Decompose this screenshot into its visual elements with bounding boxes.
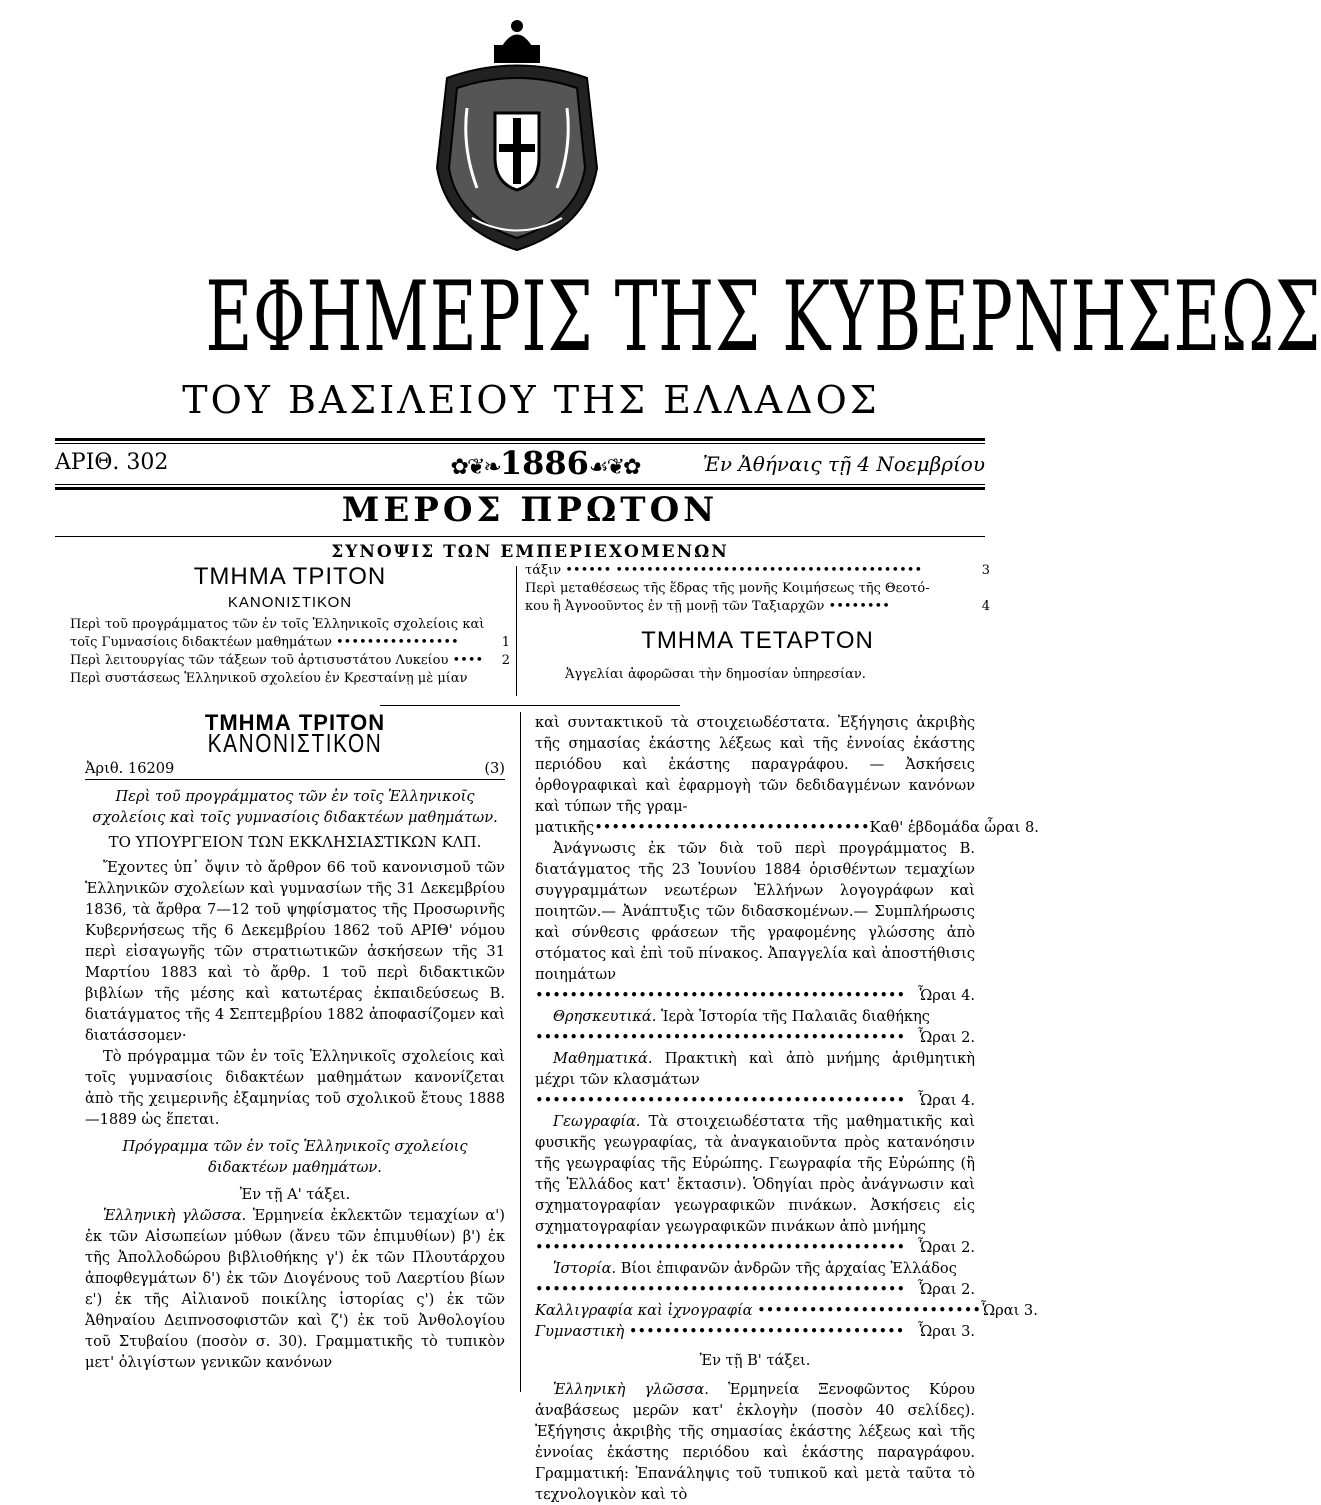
paragraph: καὶ συντακτικοῦ τὰ στοιχειωδέστατα. Ἐξήγησις ἀκριβὴς τῆς σημασίας ἑκάστης λέξεως καὶ τῆς ἐννοίας ἑκάστης περιόδου καὶ ἑκάστης παραγράφου. — Ἀσκήσεις ὀρθογραφικαὶ καὶ ἐφαρμογὴ τῶν δεδιδαγμένων κανόνων καὶ τύπων τῆς γραμ- (535, 714, 975, 815)
toc-section4-text: Ἀγγελίαι ἀφορῶσαι τὴν δημοσίαν ὑπηρεσίαν. (565, 667, 866, 682)
column-divider (520, 712, 521, 1392)
toc-entry: Περὶ συστάσεως Ἑλληνικοῦ σχολείου ἐν Κρεσταίνῃ μὲ μίαν (70, 671, 468, 686)
section-subheading: ΚΑΝΟΝΙΣΤΙΚΟΝ (207, 728, 383, 758)
toc-entry: Περὶ τοῦ προγράμματος τῶν ἐν τοῖς Ἑλληνικοῖς σχολείοις καὶ (70, 617, 485, 632)
toc-right (525, 562, 990, 684)
place-date: Ἐν Ἀθήναις τῇ 4 Νοεμβρίου (702, 452, 985, 476)
section-heading: ΤΜΗΜΑ ΤΡΙΤΟΝ (204, 710, 386, 735)
divider (380, 705, 680, 706)
paragraph: Γεωγραφία. Τὰ στοιχειωδέστατα τῆς μαθηματικῆς καὶ φυσικῆς γεωγραφίας, τὰ ἀναγκαιοῦντα πρὸς κατανόησιν τῆς γεωγραφίας τῆς Εὐρώπης. Γεωγραφία τῆς Εὐρώπης (ἢ τῆς Ἑλλάδος κατ' ἔκτασιν). Ὁδηγίαι πρὸς ἀνάγνωσιν καὶ σχηματογραφίαν γεωγραφικῶν πινάκων. Ἀσκήσεις εἰς σχηματογραφίαν γεωγραφικῶν πινάκων ἀπὸ μνήμης (535, 1113, 975, 1235)
toc-section4: ΤΜΗΜΑ ΤΕΤΑΡΤΟΝ (641, 627, 874, 654)
royal-coat-of-arms-icon (427, 18, 607, 254)
paragraph: Τὸ πρόγραμμα τῶν ἐν τοῖς Ἑλληνικοῖς σχολείοις καὶ τοῖς γυμνασίοις διδακτέων μαθημάτων κανονίζεται ἀπὸ τῆς χειμερινῆς ἑξαμηνίας τοῦ σχολικοῦ ἔτους 1888—1889 ὡς ἕπεται. (85, 1048, 505, 1128)
toc-entry: Περὶ μεταθέσεως τῆς ἕδρας τῆς μονῆς Κοιμήσεως τῆς Θεοτό- (525, 581, 930, 596)
toc-entry: τάξιν •••••• •••••••••••••••••••••••••••••••••••••••• 3 (525, 563, 990, 578)
paragraph: Ἑλληνικὴ γλῶσσα. Ἑρμηνεία ἐκλεκτῶν τεμαχίων α') ἐκ τῶν Αἰσωπείων μύθων (ἄνευ τῶν ἐπιμυθίων) β') ἐκ τῆς Ἀπολλοδώρου βιβλιοθήκης γ') ἐκ τῶν Πλουτάρχου ἀποφθεγμάτων δ') ἐκ τῶν Διογένους τοῦ Λαερτίου βίων ε') ἐκ τῆς Αἰλιανοῦ ποικίλης ἱστορίας ς') ἐκ τῶν Ἀθηναίου Δειπνοσοφιστῶν καὶ ζ') ἐκ τοῦ Ἀνθολογίου τοῦ Στυβαίου (ποσὸν σ. 30). Γραμματικῆς τὸ τυπικὸν μετ' ὀλιγίστων γενικῶν κανόνων (85, 1207, 505, 1371)
class-heading: Ἐν τῇ Α' τάξει. (239, 1186, 351, 1203)
toc-entry: Περὶ λειτουργίας τῶν τάξεων τοῦ ἀρτισυστάτου Λυκείου •••• 2 (70, 653, 510, 668)
toc-entry: τοῖς Γυμνασίοις διδακτέων μαθημάτων •••••••••••••••• 1 (70, 635, 510, 650)
divider (55, 438, 985, 441)
ornament-left-icon: ✿❦❧ (450, 455, 500, 480)
hours-line: Καλλιγραφία καὶ ἰχνογραφία •••••••••••••••••••••••••• Ὧραι 3. (535, 1302, 1038, 1319)
hours-line: ••••••••••••••••••••••••••••••••••••••••••• Ὧραι 4. (535, 987, 975, 1004)
hours-line: ••••••••••••••••••••••••••••••••••••••••••• Ὧραι 2. (535, 1029, 975, 1046)
year-text: 1886 (499, 444, 589, 482)
divider (55, 484, 985, 485)
decree-subject: Περὶ τοῦ προγράμματος τῶν ἐν τοῖς Ἑλληνικοῖς σχολείοις καὶ τοῖς γυμνασίοις διδακτέων μαθημάτων. (92, 788, 498, 826)
paragraph: Ἔχοντες ὑπ᾽ ὄψιν τὸ ἄρθρον 66 τοῦ κανονισμοῦ τῶν Ἑλληνικῶν σχολείων καὶ γυμνασίων τῆς 31 Δεκεμβρίου 1836, τὰ ἄρθρα 7—12 τοῦ ψηφίσματος τῆς Προσωρινῆς Κυβερνήσεως τῆς 6 Δεκεμβρίου 1862 τοῦ ΑΡΙΘ' νόμου περὶ εἰσαγωγῆς τῶν στρατιωτικῶν ἀσκήσεων τῆς 31 Μαρτίου 1883 καὶ τὸ ἄρθρ. 1 τοῦ περὶ διδακτικῶν βιβλίων τῆς μέσης καὶ κατωτέρας ἐκπαιδεύσεως Β. διατάγματος τῆς 4 Σεπτεμβρίου 1882 ἀποφασίζομεν καὶ διατάσσομεν· (85, 859, 505, 1044)
toc-section3-sub: ΚΑΝΟΝΙΣΤΙΚΟΝ (227, 594, 353, 611)
paragraph: Ἑλληνικὴ γλῶσσα. Ἑρμηνεία Ξενοφῶντος Κύρου ἀναβάσεως μερῶν κατ' ἐκλογὴν (ποσὸν 40 σελίδες). Ἐξήγησις ἀκριβὴς τῆς σημασίας ἑκάστης λέξεως καὶ τῆς ἐννοίας ἑκάστης περιόδου καὶ ἑκάστης παραγράφου. Γραμματική: Ἐπανάληψις τοῦ τυπικοῦ καὶ μετὰ ταῦτα τὸ τεχνολογικὸν καὶ τὸ (535, 1381, 976, 1503)
paragraph: Θρησκευτικά. Ἱερὰ Ἱστορία τῆς Παλαιᾶς διαθήκης (553, 1008, 930, 1025)
decree-ref: Ἀριθ. 16209 (3) (85, 758, 505, 780)
ministry: ΤΟ ΥΠΟΥΡΓΕΙΟΝ ΤΩΝ ΕΚΚΛΗΣΙΑΣΤΙΚΩΝ ΚΛΠ. (108, 833, 482, 851)
paragraph: Ἀνάγνωσις ἐκ τῶν διὰ τοῦ περὶ προγράμματος Β. διατάγματος τῆς 23 Ἰουνίου 1884 ὁρισθέντων τεμαχίων συγγραμμάτων νεωτέρων Ἑλλήνων λογογράφων καὶ ποιητῶν.— Ἀνάπτυξις τῶν διδασκομένων.— Συμπλήρωσις καὶ σύνθεσις φράσεων τῆς γραφομένης γλώσσης ἀπὸ στόματος καὶ ἐπὶ τοῦ πίνακος. Ἀπαγγελία καὶ ἀποστήθισις ποιημάτων (535, 840, 975, 983)
program-title: Πρόγραμμα τῶν ἐν τοῖς Ἑλληνικοῖς σχολείοις διδακτέων μαθημάτων. (122, 1138, 468, 1176)
issue-number: ΑΡΙΘ. 302 (55, 450, 169, 475)
newspaper-title: ΕΦΗΜΕΡΙΣ ΤΗΣ ΚΥΒΕΡΝΗΣΕΩΣ (205, 261, 1321, 373)
hours-line: ••••••••••••••••••••••••••••••••••••••••••• Ὧραι 4. (535, 1092, 975, 1109)
hours-line: ••••••••••••••••••••••••••••••••••••••••••• Ὧραι 2. (535, 1239, 975, 1256)
hours-line: Γυμναστικὴ •••••••••••••••••••••••••••••••• Ὧραι 3. (535, 1323, 975, 1340)
issue-row (55, 444, 985, 486)
hours-line: ••••••••••••••••••••••••••••••••••••••••••• Ὧραι 2. (535, 1281, 975, 1298)
paragraph: Ἱστορία. Βίοι ἐπιφανῶν ἀνδρῶν τῆς ἀρχαίας Ἑλλάδος (553, 1260, 957, 1277)
paragraph: Μαθηματικά. Πρακτικὴ καὶ ἀπὸ μνήμης ἀριθμητικὴ μέχρι τῶν κλασμάτων (535, 1050, 976, 1088)
toc-left (70, 562, 510, 688)
left-column (85, 712, 505, 1373)
toc-entry: κου ἢ Ἀγνοοῦντος ἐν τῇ μονῇ τῶν Ταξιαρχῶν •••••••• 4 (525, 599, 990, 614)
toc-title: ΣΥΝΟΨΙΣ ΤΩΝ ΕΜΠΕΡΙΕΧΟΜΕΝΩΝ (331, 542, 729, 562)
newspaper-subtitle: ΤΟΥ ΒΑΣΙΛΕΙΟΥ ΤΗΣ ΕΛΛΑΔΟΣ (182, 378, 880, 422)
hours-line: ματικῆς•••••••••••••••••••••••••••••••• Καθ' ἑβδομάδα ὧραι 8. (535, 819, 1039, 836)
issue-year (410, 444, 680, 482)
class-heading: Ἐν τῇ Β' τάξει. (699, 1352, 811, 1369)
divider (55, 536, 985, 537)
toc-section3: ΤΜΗΜΑ ΤΡΙΤΟΝ (193, 563, 387, 590)
ornament-right-icon: ☙❦✿ (588, 455, 640, 480)
right-column (535, 712, 1039, 1505)
part-title: ΜΕΡΟΣ ΠΡΩΤΟΝ (341, 490, 719, 530)
toc-divider (516, 566, 517, 696)
